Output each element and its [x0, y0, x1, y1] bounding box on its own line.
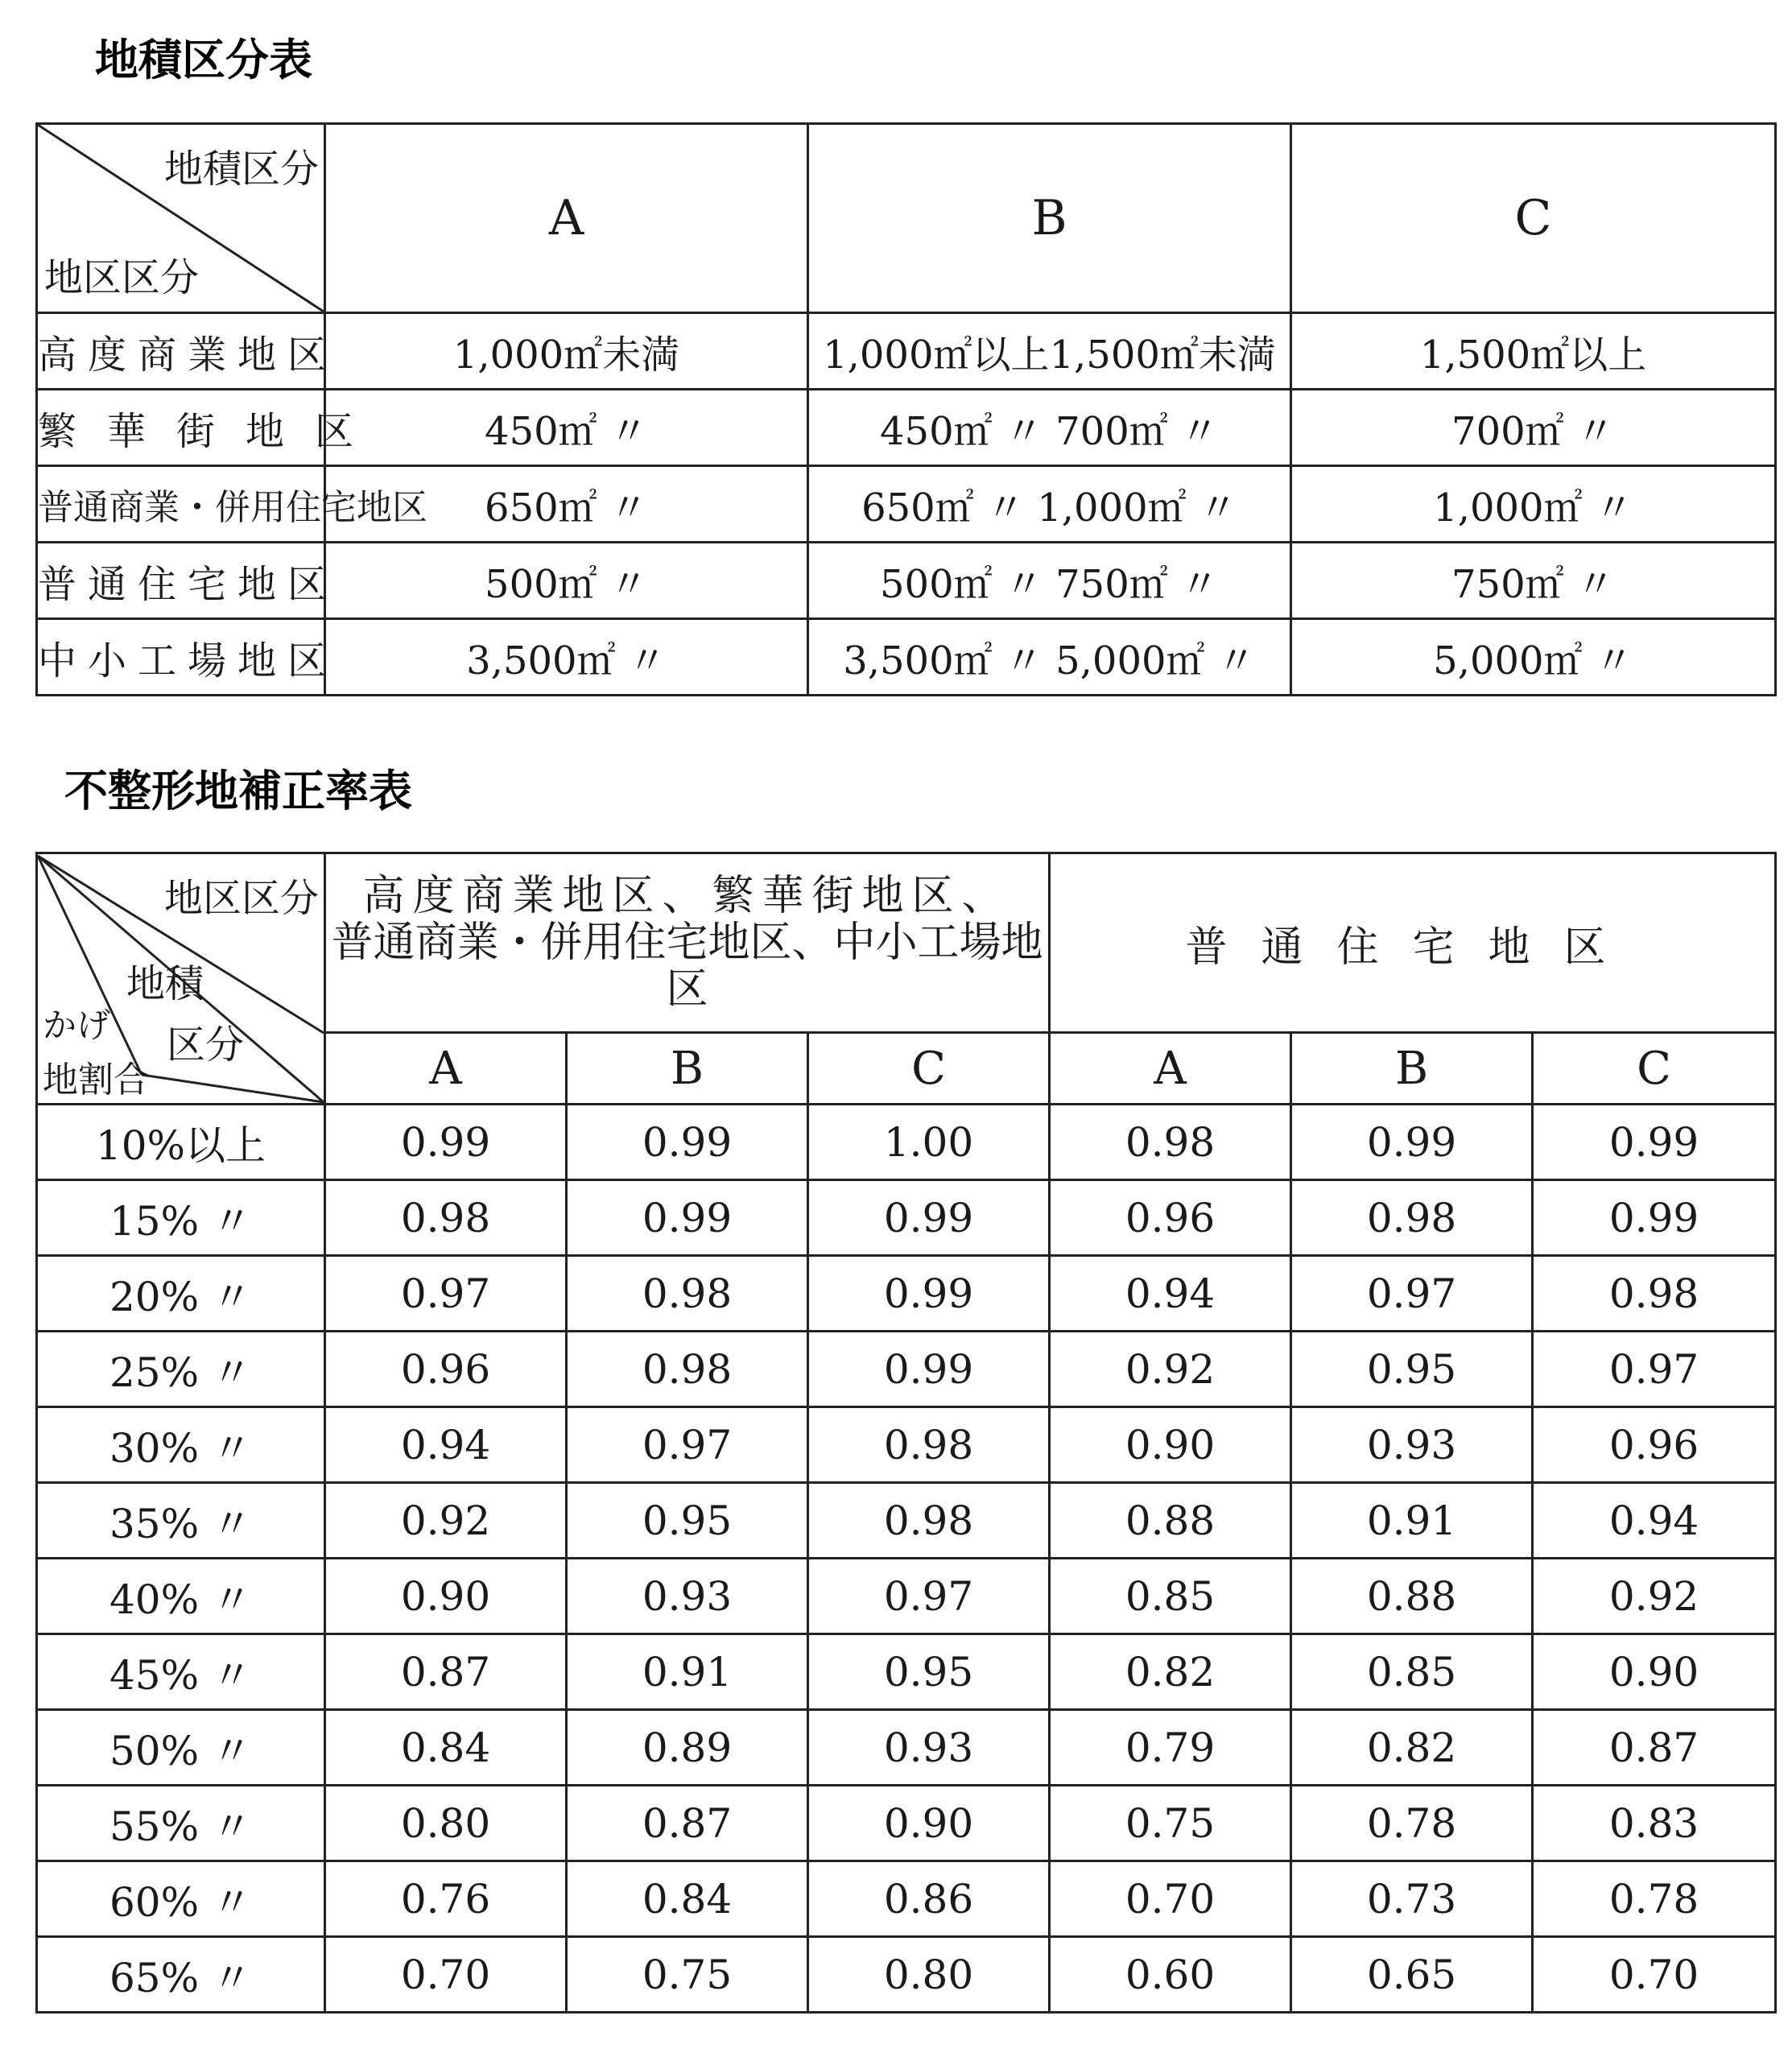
group-header-line-1: 高度商業地区、繁華街地区、 — [362, 872, 1012, 920]
correction-rate-cell: 0.84 — [567, 1861, 808, 1937]
correction-rate-cell: 0.87 — [567, 1786, 808, 1861]
group-header-commercial — [325, 853, 1050, 1033]
table1-title: 地積区分表 — [95, 35, 312, 85]
table-row — [37, 1256, 1776, 1332]
corner-area-label-2: 区分 — [167, 1022, 245, 1068]
corner-shade-label: かげ — [43, 1005, 111, 1045]
subcolumn-header: A — [325, 1033, 567, 1105]
table-cell: 1,000㎡以上1,500㎡未満 — [808, 313, 1291, 390]
shade-rate-label: 55% 〃 — [37, 1786, 325, 1861]
table1-corner-cell — [37, 124, 325, 313]
column-header-a: A — [325, 124, 808, 313]
table2-group-header-row — [37, 853, 1776, 1033]
table-cell: 3,500㎡ 〃 — [325, 619, 808, 696]
correction-rate-cell: 0.78 — [1291, 1786, 1533, 1861]
correction-rate-cell: 0.92 — [325, 1483, 567, 1559]
subcolumn-header: A — [1050, 1033, 1291, 1105]
shade-rate-label: 10%以上 — [37, 1105, 325, 1180]
correction-rate-cell: 0.92 — [1050, 1332, 1291, 1407]
table2-body — [37, 1105, 1776, 2013]
correction-rate-cell: 0.98 — [567, 1332, 808, 1407]
table-row — [37, 1407, 1776, 1483]
table1-header-row — [37, 124, 1776, 313]
correction-rate-cell: 0.75 — [1050, 1786, 1291, 1861]
shade-rate-label: 65% 〃 — [37, 1937, 325, 2013]
correction-rate-cell: 0.87 — [325, 1634, 567, 1710]
district-label: 高度商業地区 — [37, 313, 325, 390]
correction-rate-cell: 0.95 — [808, 1634, 1050, 1710]
correction-rate-cell: 0.93 — [1291, 1407, 1533, 1483]
correction-rate-cell: 0.98 — [808, 1483, 1050, 1559]
table-row — [37, 1634, 1776, 1710]
shade-rate-label: 50% 〃 — [37, 1710, 325, 1786]
correction-rate-cell: 0.99 — [325, 1105, 567, 1180]
table-row — [37, 543, 1776, 619]
subcolumn-header: C — [1533, 1033, 1776, 1105]
group-header-residential: 普通住宅地区 — [1050, 853, 1776, 1033]
table-cell: 1,500㎡以上 — [1291, 313, 1776, 390]
correction-rate-cell: 0.93 — [567, 1559, 808, 1634]
correction-rate-cell: 0.88 — [1050, 1483, 1291, 1559]
table-row — [37, 1180, 1776, 1256]
correction-rate-cell: 0.90 — [1050, 1407, 1291, 1483]
table-row — [37, 619, 1776, 696]
table-cell: 500㎡ 〃 750㎡ 〃 — [808, 543, 1291, 619]
correction-rate-cell: 0.98 — [567, 1256, 808, 1332]
table-cell: 650㎡ 〃 1,000㎡ 〃 — [808, 466, 1291, 543]
corner-shade-label-2: 地割合 — [43, 1059, 149, 1101]
correction-rate-cell: 0.89 — [567, 1710, 808, 1786]
correction-rate-cell: 0.99 — [1533, 1105, 1776, 1180]
table-row — [37, 1483, 1776, 1559]
table-row — [37, 1105, 1776, 1180]
correction-rate-cell: 0.98 — [1533, 1256, 1776, 1332]
table-cell: 450㎡ 〃 — [325, 390, 808, 466]
correction-rate-cell: 0.96 — [325, 1332, 567, 1407]
correction-rate-cell: 0.82 — [1050, 1634, 1291, 1710]
table-row — [37, 1786, 1776, 1861]
correction-rate-cell: 0.80 — [808, 1937, 1050, 2013]
correction-rate-cell: 0.75 — [567, 1937, 808, 2013]
correction-rate-cell: 0.83 — [1533, 1786, 1776, 1861]
corner-area-label: 地積 — [126, 960, 204, 1006]
shade-rate-label: 20% 〃 — [37, 1256, 325, 1332]
correction-rate-cell: 0.70 — [1050, 1861, 1291, 1937]
correction-rate-cell: 0.76 — [325, 1861, 567, 1937]
correction-rate-cell: 0.91 — [567, 1634, 808, 1710]
correction-rate-cell: 0.99 — [808, 1180, 1050, 1256]
correction-rate-cell: 1.00 — [808, 1105, 1050, 1180]
correction-rate-cell: 0.96 — [1533, 1407, 1776, 1483]
correction-rate-cell: 0.79 — [1050, 1710, 1291, 1786]
correction-rate-cell: 0.97 — [325, 1256, 567, 1332]
correction-rate-cell: 0.91 — [1291, 1483, 1533, 1559]
corner-column-label: 地積区分 — [163, 147, 319, 192]
correction-rate-cell: 0.82 — [1291, 1710, 1533, 1786]
corner-district-label: 地区区分 — [163, 875, 319, 921]
correction-rate-cell: 0.97 — [1533, 1332, 1776, 1407]
correction-rate-cell: 0.84 — [325, 1710, 567, 1786]
correction-rate-cell: 0.95 — [567, 1483, 808, 1559]
table-row — [37, 1937, 1776, 2013]
correction-rate-cell: 0.99 — [567, 1105, 808, 1180]
shade-rate-label: 30% 〃 — [37, 1407, 325, 1483]
shade-rate-label: 35% 〃 — [37, 1483, 325, 1559]
correction-rate-cell: 0.80 — [325, 1786, 567, 1861]
correction-rate-cell: 0.95 — [1291, 1332, 1533, 1407]
correction-rate-cell: 0.85 — [1291, 1634, 1533, 1710]
table-row — [37, 313, 1776, 390]
correction-rate-cell: 0.98 — [1050, 1105, 1291, 1180]
correction-rate-cell: 0.92 — [1533, 1559, 1776, 1634]
table-cell: 650㎡ 〃 — [325, 466, 808, 543]
table-cell: 450㎡ 〃 700㎡ 〃 — [808, 390, 1291, 466]
table-cell: 3,500㎡ 〃 5,000㎡ 〃 — [808, 619, 1291, 696]
irregular-land-correction-rate-table — [35, 852, 1777, 2014]
table-row — [37, 1710, 1776, 1786]
correction-rate-cell: 0.90 — [325, 1559, 567, 1634]
subcolumn-header: B — [1291, 1033, 1533, 1105]
table-row — [37, 1861, 1776, 1937]
correction-rate-cell: 0.86 — [808, 1861, 1050, 1937]
correction-rate-cell: 0.94 — [1050, 1256, 1291, 1332]
correction-rate-cell: 0.97 — [567, 1407, 808, 1483]
correction-rate-cell: 0.98 — [808, 1407, 1050, 1483]
district-label: 普通商業・併用住宅地区 — [37, 466, 325, 543]
table2-title: 不整形地補正率表 — [64, 766, 412, 816]
table-cell: 5,000㎡ 〃 — [1291, 619, 1776, 696]
table-row — [37, 390, 1776, 466]
correction-rate-cell: 0.90 — [808, 1786, 1050, 1861]
correction-rate-cell: 0.73 — [1291, 1861, 1533, 1937]
shade-rate-label: 40% 〃 — [37, 1559, 325, 1634]
correction-rate-cell: 0.96 — [1050, 1180, 1291, 1256]
correction-rate-cell: 0.90 — [1533, 1634, 1776, 1710]
subcolumn-header: B — [567, 1033, 808, 1105]
correction-rate-cell: 0.94 — [1533, 1483, 1776, 1559]
column-header-c: C — [1291, 124, 1776, 313]
district-label: 繁華街地区 — [37, 390, 325, 466]
correction-rate-cell: 0.70 — [325, 1937, 567, 2013]
correction-rate-cell: 0.94 — [325, 1407, 567, 1483]
correction-rate-cell: 0.99 — [1533, 1180, 1776, 1256]
correction-rate-cell: 0.88 — [1291, 1559, 1533, 1634]
shade-rate-label: 45% 〃 — [37, 1634, 325, 1710]
correction-rate-cell: 0.99 — [567, 1180, 808, 1256]
table-row — [37, 1332, 1776, 1407]
column-header-b: B — [808, 124, 1291, 313]
table-cell: 700㎡ 〃 — [1291, 390, 1776, 466]
district-label: 普通住宅地区 — [37, 543, 325, 619]
shade-rate-label: 60% 〃 — [37, 1861, 325, 1937]
correction-rate-cell: 0.93 — [808, 1710, 1050, 1786]
correction-rate-cell: 0.98 — [1291, 1180, 1533, 1256]
correction-rate-cell: 0.99 — [808, 1256, 1050, 1332]
correction-rate-cell: 0.85 — [1050, 1559, 1291, 1634]
subcolumn-header: C — [808, 1033, 1050, 1105]
correction-rate-cell: 0.99 — [1291, 1105, 1533, 1180]
shade-rate-label: 25% 〃 — [37, 1332, 325, 1407]
group-header-line-2: 普通商業・併用住宅地区、中小工場地区 — [331, 919, 1043, 1014]
table-row — [37, 1559, 1776, 1634]
correction-rate-cell: 0.65 — [1291, 1937, 1533, 2013]
district-label: 中小工場地区 — [37, 619, 325, 696]
correction-rate-cell: 0.97 — [1291, 1256, 1533, 1332]
table-row — [37, 466, 1776, 543]
table2-corner-cell — [37, 853, 325, 1105]
corner-row-label: 地区区分 — [44, 255, 200, 300]
land-area-classification-table — [35, 122, 1777, 696]
correction-rate-cell: 0.60 — [1050, 1937, 1291, 2013]
correction-rate-cell: 0.97 — [808, 1559, 1050, 1634]
correction-rate-cell: 0.99 — [808, 1332, 1050, 1407]
correction-rate-cell: 0.78 — [1533, 1861, 1776, 1937]
table-cell: 1,000㎡ 〃 — [1291, 466, 1776, 543]
shade-rate-label: 15% 〃 — [37, 1180, 325, 1256]
correction-rate-cell: 0.70 — [1533, 1937, 1776, 2013]
correction-rate-cell: 0.98 — [325, 1180, 567, 1256]
table-cell: 750㎡ 〃 — [1291, 543, 1776, 619]
correction-rate-cell: 0.87 — [1533, 1710, 1776, 1786]
table-cell: 500㎡ 〃 — [325, 543, 808, 619]
table-cell: 1,000㎡未満 — [325, 313, 808, 390]
